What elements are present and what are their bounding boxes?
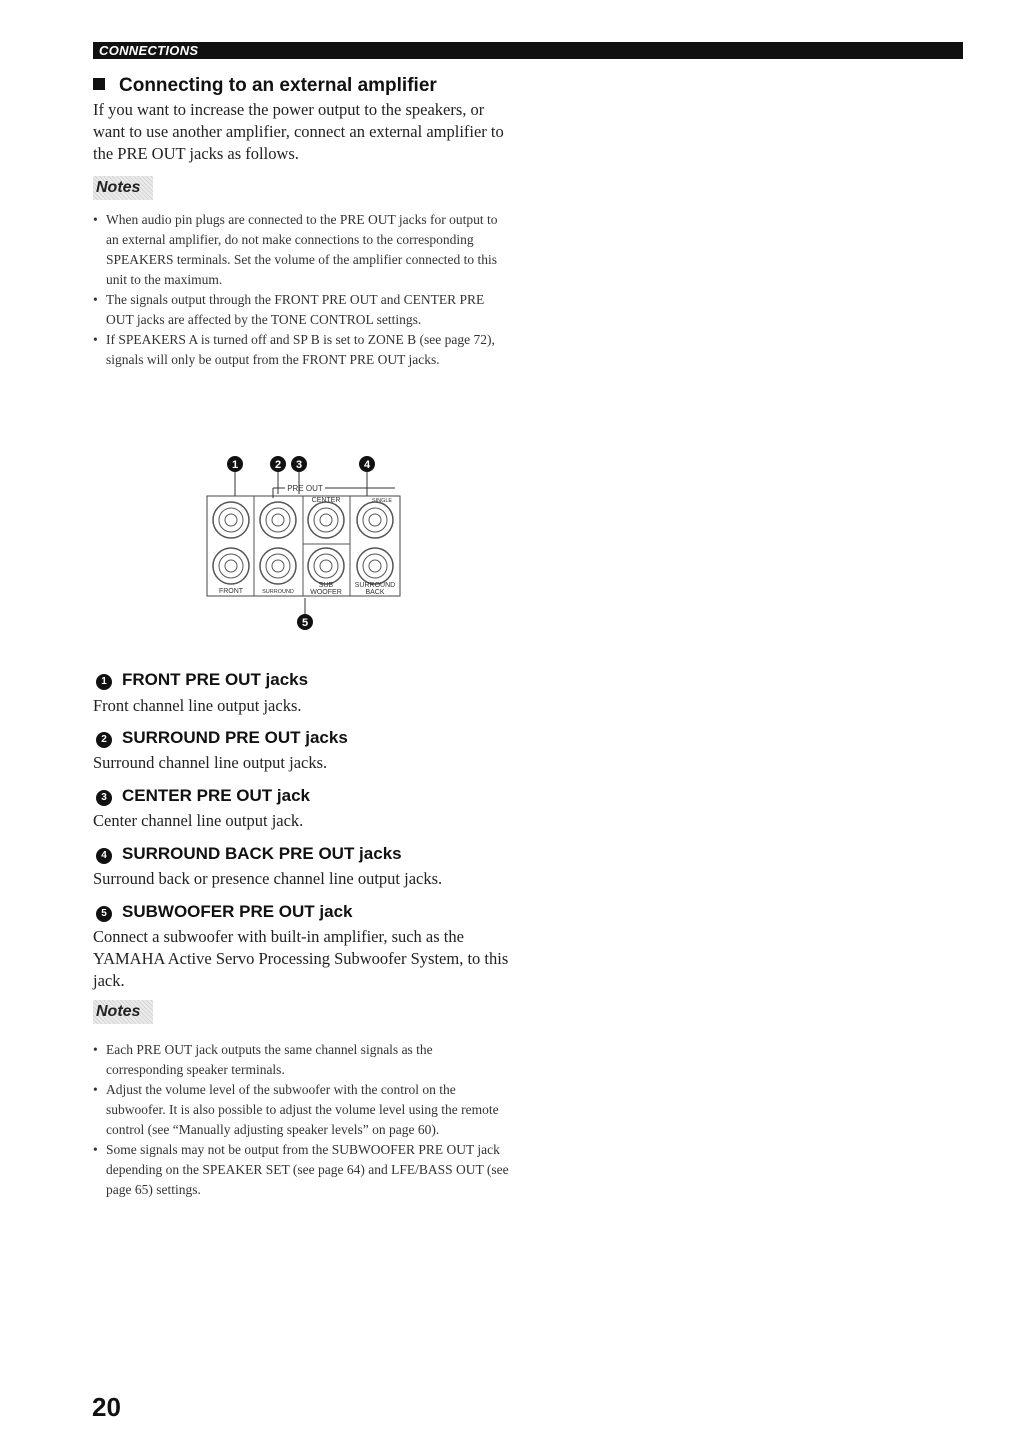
item-number-badge: 5	[96, 906, 112, 922]
item-heading-center	[96, 785, 310, 807]
note-text: When audio pin plugs are connected to the PRE OUT jacks for output to an external amplifier, do not make connections to the corresponding SPEAKERS terminals. Set the volume of the amplifier connected to this unit to the maximum.	[106, 212, 498, 287]
section-title-text: Connecting to an external amplifier	[119, 75, 437, 96]
item-heading-front	[96, 669, 308, 691]
item-number-badge: 1	[96, 674, 112, 690]
section-header-label: CONNECTIONS	[99, 43, 199, 58]
notes-label: Notes	[93, 176, 153, 200]
item-heading-surround-back	[96, 843, 402, 865]
note-text: The signals output through the FRONT PRE OUT and CENTER PRE OUT jacks are affected by the TONE CONTROL settings.	[106, 292, 485, 327]
label-subwoofer-bottom: WOOFER	[310, 589, 342, 596]
note-item	[93, 1080, 513, 1140]
pre-out-panel-illustration	[195, 448, 415, 638]
bullet: •	[93, 1142, 98, 1157]
section-header-bar	[93, 42, 963, 59]
item-heading-subwoofer	[96, 901, 352, 923]
note-item	[93, 330, 513, 370]
callout-2-text: 2	[274, 459, 282, 471]
pre-out-jacks-diagram	[195, 448, 415, 638]
note-text: Some signals may not be output from the SUBWOOFER PRE OUT jack depending on the SPEAKER SET (see page 64) and LFE/BASS OUT (see page 65) settings.	[106, 1142, 509, 1197]
item-number-badge: 4	[96, 848, 112, 864]
intro-paragraph: If you want to increase the power output to the speakers, or want to use another amplifier, connect an external amplifier to the PRE OUT jacks as follows.	[93, 100, 504, 163]
item-desc-surround-back: Surround back or presence channel line output jacks.	[93, 869, 443, 888]
section-square-marker	[93, 78, 105, 90]
bullet: •	[93, 332, 98, 347]
item-title: SUBWOOFER PRE OUT jack	[122, 902, 353, 921]
item-desc-surround: Surround channel line output jacks.	[93, 753, 328, 772]
note-item	[93, 210, 513, 290]
page-number: 20	[92, 1392, 121, 1422]
bullet: •	[93, 212, 98, 227]
item-desc-subwoofer: Connect a subwoofer with built-in amplifier, such as the YAMAHA Active Servo Processing Subwoofer System, to this jack.	[93, 927, 509, 990]
item-title: SURROUND PRE OUT jacks	[122, 728, 348, 747]
item-desc-front: Front channel line output jacks.	[93, 696, 302, 715]
note-item	[93, 290, 513, 330]
section-title	[93, 74, 437, 98]
notes-label-2: Notes	[93, 1000, 153, 1024]
note-item	[93, 1140, 513, 1200]
label-surround-back-top: SURROUND	[354, 582, 396, 589]
item-desc-center: Center channel line output jack.	[93, 811, 304, 830]
bullet: •	[93, 292, 98, 307]
bullet: •	[93, 1042, 98, 1057]
item-number-badge: 3	[96, 790, 112, 806]
notes-list-1	[93, 210, 513, 370]
pre-out-title: PRE OUT	[287, 484, 323, 493]
callout-4-text: 4	[363, 459, 371, 471]
item-title: SURROUND BACK PRE OUT jacks	[122, 844, 402, 863]
item-heading-surround	[96, 727, 348, 749]
note-item	[93, 1040, 513, 1080]
label-center: CENTER	[311, 497, 341, 504]
note-text: Adjust the volume level of the subwoofer with the control on the subwoofer. It is also possible to adjust the volume level using the remote control (see “Manually adjusting speaker levels” on page 60).	[106, 1082, 499, 1137]
callout-1-text: 1	[231, 459, 239, 471]
notes-list-2	[93, 1040, 513, 1200]
item-title: CENTER PRE OUT jack	[122, 786, 310, 805]
note-text: Each PRE OUT jack outputs the same channel signals as the corresponding speaker terminals.	[106, 1042, 433, 1077]
item-number-badge: 2	[96, 732, 112, 748]
label-single: SINGLE	[371, 498, 393, 504]
note-text: If SPEAKERS A is turned off and SP B is set to ZONE B (see page 72), signals will only be output from the FRONT PRE OUT jacks.	[106, 332, 495, 367]
callout-5-text: 5	[301, 617, 309, 629]
label-front: FRONT	[218, 588, 244, 595]
label-surround: SURROUND	[262, 589, 294, 595]
bullet: •	[93, 1082, 98, 1097]
item-title: FRONT PRE OUT jacks	[122, 670, 309, 689]
label-subwoofer-top: SUB	[318, 582, 334, 589]
callout-3-text: 3	[295, 459, 303, 471]
label-surround-back-bottom: BACK	[365, 589, 385, 596]
